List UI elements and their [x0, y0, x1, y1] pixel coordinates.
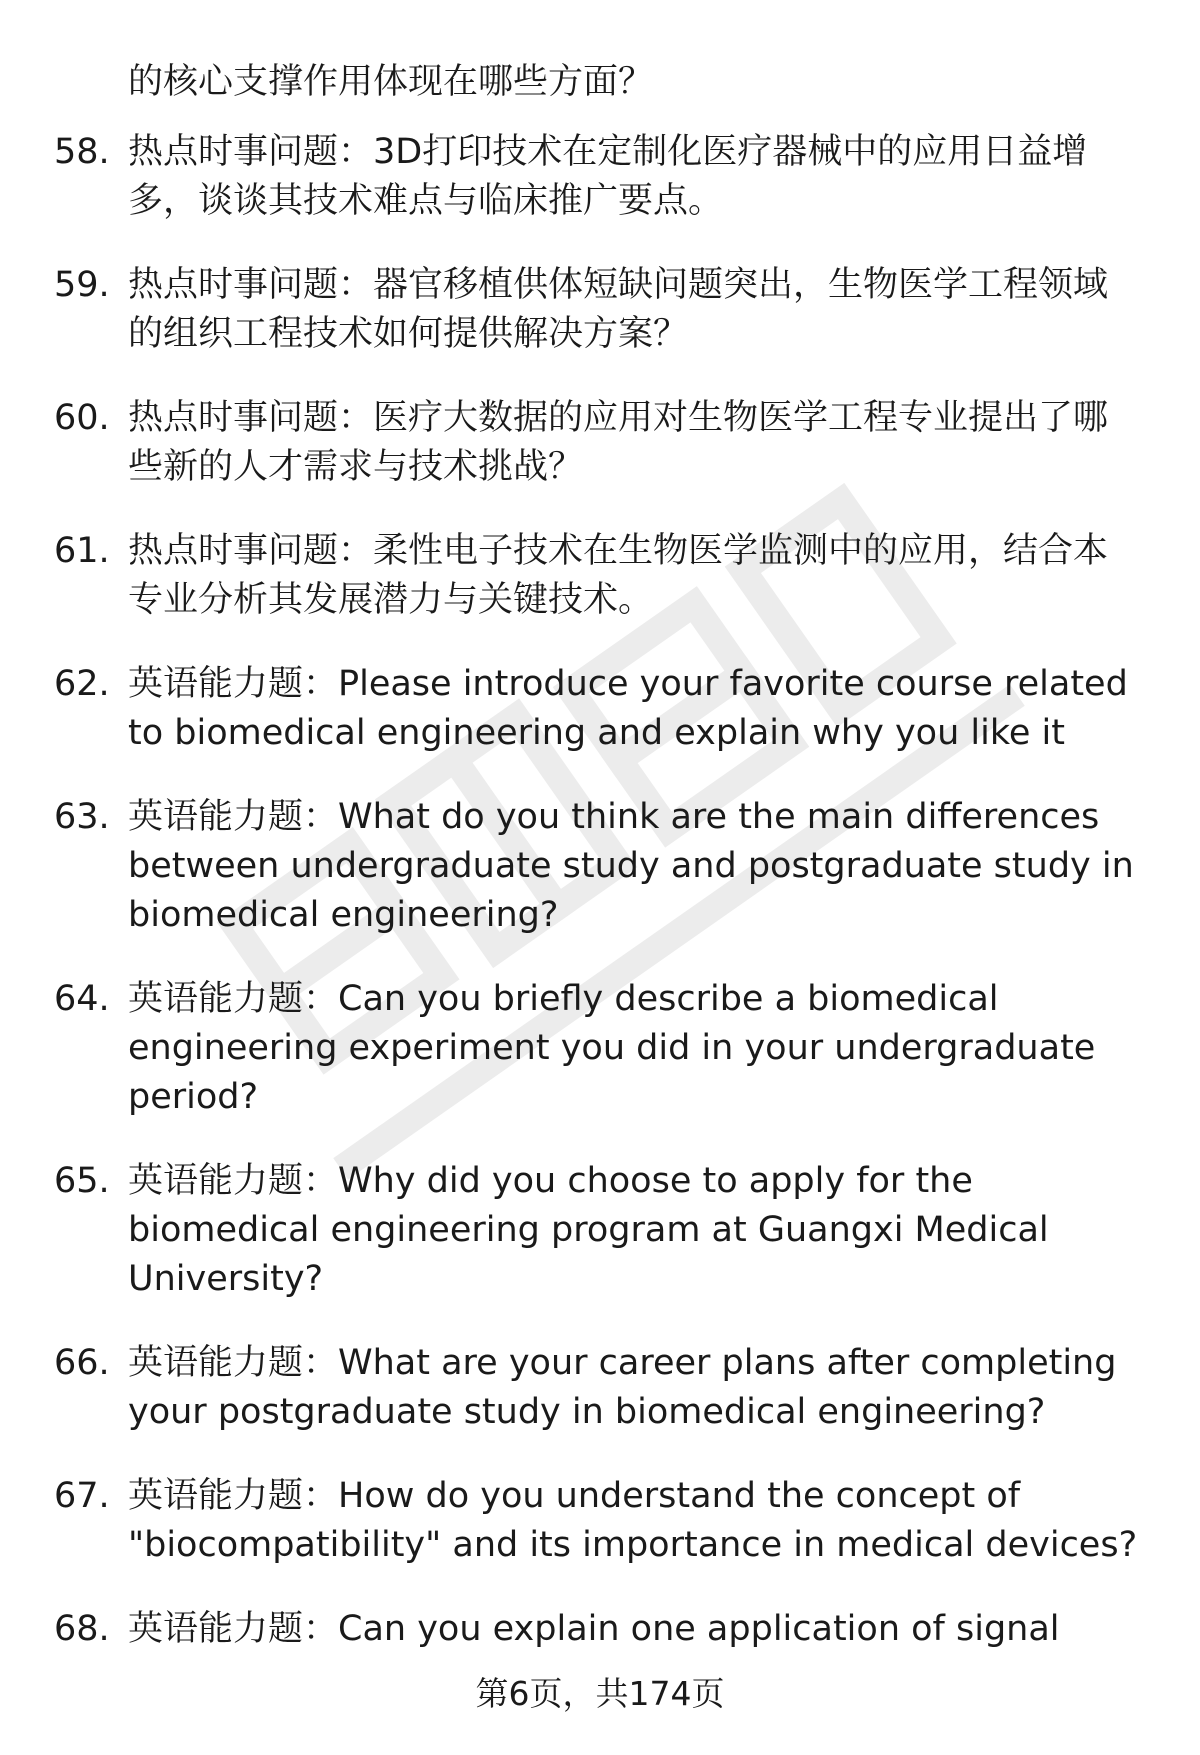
continuation-text: 的核心支撑作用体现在哪些方面？	[128, 62, 654, 102]
item-text: 热点时事问题：器官移植供体短缺问题突出，生物医学工程领域的组织工程技术如何提供解决方案？	[128, 265, 1109, 354]
item-number: 61.	[54, 531, 110, 571]
item-number: 58.	[54, 132, 110, 172]
item-number: 66.	[54, 1343, 110, 1383]
list-item	[0, 394, 1200, 492]
item-number: 60.	[54, 398, 110, 438]
item-text: 英语能力题：Can you explain one application of signal	[128, 1609, 1060, 1649]
list-item	[0, 261, 1200, 359]
list-item	[0, 793, 1200, 940]
item-number: 64.	[54, 979, 110, 1019]
item-number: 67.	[54, 1476, 110, 1516]
list-item	[0, 975, 1200, 1122]
item-text: 英语能力题：What are your career plans after completing your postgraduate study in biomedical engineering?	[128, 1343, 1117, 1432]
list-item	[0, 527, 1200, 625]
item-number: 68.	[54, 1609, 110, 1649]
question-list	[0, 128, 1200, 1689]
item-text: 英语能力题：What do you think are the main differences between undergraduate study and postgraduate study in biomedical engineering?	[128, 797, 1134, 935]
item-number: 62.	[54, 664, 110, 704]
list-item	[0, 1157, 1200, 1304]
item-text: 英语能力题：Please introduce your favorite course related to biomedical engineering and explain why you like it	[128, 664, 1128, 753]
item-text: 英语能力题：How do you understand the concept of "biocompatibility" and its importance in medical devices?	[128, 1476, 1138, 1565]
list-item	[0, 1605, 1200, 1654]
list-item	[0, 1472, 1200, 1570]
item-text: 英语能力题：Can you briefly describe a biomedical engineering experiment you did in your undergraduate period?	[128, 979, 1096, 1117]
list-item	[0, 660, 1200, 758]
item-number: 65.	[54, 1161, 110, 1201]
list-item	[0, 128, 1200, 226]
item-text: 热点时事问题：医疗大数据的应用对生物医学工程专业提出了哪些新的人才需求与技术挑战？	[128, 398, 1109, 487]
list-item	[0, 1339, 1200, 1437]
item-text: 英语能力题：Why did you choose to apply for the biomedical engineering program at Guangxi Medical University?	[128, 1161, 1049, 1299]
item-number: 59.	[54, 265, 110, 305]
page-footer: 第6页，共174页	[475, 1674, 725, 1713]
item-text: 热点时事问题：3D打印技术在定制化医疗器械中的应用日益增多，谈谈其技术难点与临床推广要点。	[128, 132, 1088, 221]
item-text: 热点时事问题：柔性电子技术在生物医学监测中的应用，结合本专业分析其发展潜力与关键技术。	[128, 531, 1109, 620]
item-number: 63.	[54, 797, 110, 837]
